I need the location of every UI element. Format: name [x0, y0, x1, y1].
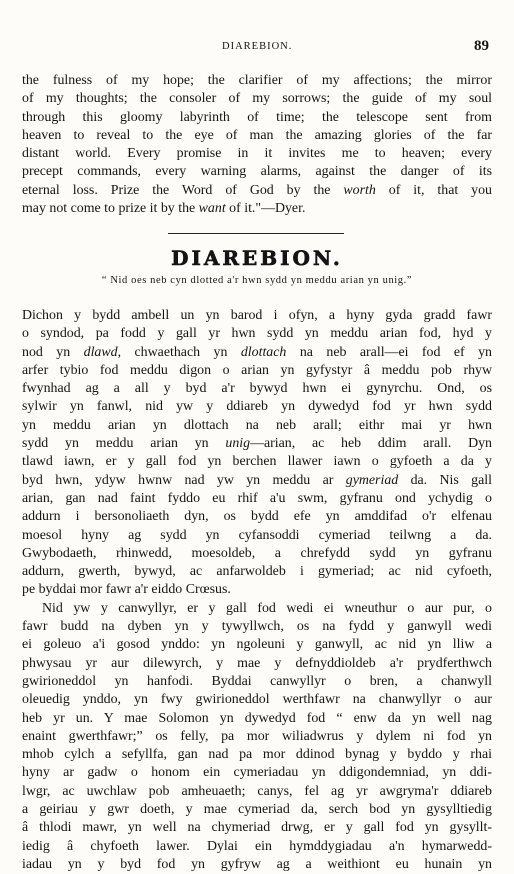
- text-run: dlottach: [240, 344, 287, 360]
- text-run: addurn, gwerth, bywyd, ac anfarwoldeb i gymeriad; ac nid cyfoeth,: [22, 564, 492, 580]
- text-run: heb yr un. Y mae Solomon yn dywedyd fod “ enw da yn well nag: [22, 710, 492, 726]
- text-run: da. Nis gall: [398, 472, 492, 488]
- text-run: Gwybodaeth, rhinwedd, moesoldeb, a chrefydd sydd yn gyfranu: [22, 545, 492, 561]
- text-run: tlawd iawn, er y gall fod yn berchen llawer iawn o gyfoeth a da y: [22, 454, 492, 470]
- text-run: nod yn: [22, 344, 84, 360]
- text-run: gymeriad: [345, 472, 399, 488]
- text-line: [22, 819, 492, 837]
- text-line: [22, 636, 492, 654]
- text-line: [22, 182, 492, 200]
- text-run: arian, gan nad faint fyddo eu rhif a'u swm, gyfranu ond ychydig o: [22, 490, 492, 506]
- text-run: Dichon y bydd ambell un yn barod i ofyn, a hyny gyda gradd fawr: [22, 308, 492, 323]
- text-line: [22, 563, 492, 581]
- text-line: [22, 545, 492, 563]
- text-run: through this gloomy labyrinth of time; the telescope sent from: [22, 109, 492, 125]
- text-line: [22, 472, 492, 490]
- text-run: unig: [225, 436, 251, 452]
- text-run: gwirioneddol yn hanfodi. Byddai canwyllyr o bren, a chanwyll: [22, 673, 492, 689]
- text-run: a geiriau y gwr doeth, y mae cymeriad da, serch bod yn gysylltiedig: [22, 802, 492, 818]
- section-divider-rule: [168, 233, 344, 234]
- text-run: ei goleuo a'i gosod ynddo: yn ngoleuni y ganwyll, ac nid yn lliw a: [22, 637, 492, 653]
- text-run: of it, that you: [375, 182, 492, 198]
- text-run: of my thoughts; the consoler of my sorrows; the guide of my soul: [22, 91, 492, 107]
- text-run: distant world. Every promise in it invites me to heaven; every: [22, 146, 492, 162]
- text-line: [22, 453, 492, 471]
- text-line: [22, 163, 492, 181]
- text-run: iedig â chyfoeth lawer. Dylai ein hymddygiadau a'n hymarwedd-: [22, 838, 492, 854]
- text-run: o syndod, pa fodd y gall yr hwn sydd yn meddu arian fod, hyd y: [22, 326, 492, 342]
- text-line: [22, 856, 492, 874]
- text-run: enaint gwerthfawr;” os felly, pa mor wiliadwrus y dylem ni fod yn: [22, 728, 492, 744]
- text-run: na neb arall—ei fod ef yn: [286, 344, 492, 360]
- text-line: [22, 380, 492, 398]
- text-run: dlawd: [83, 344, 118, 360]
- text-run: may not come to prize it by the: [22, 201, 199, 217]
- text-line: [22, 673, 492, 691]
- text-run: precept commands, every warning alarms, against the danger of its: [22, 164, 492, 180]
- text-line: [22, 307, 492, 325]
- text-run: eternal loss. Prize the Word of God by the: [22, 182, 344, 198]
- text-line: [22, 600, 492, 618]
- proverb-epigraph: “ Nid oes neb cyn dlotted a'r hwn sydd yn meddu arian yn unig.”: [101, 275, 413, 286]
- text-line: [22, 435, 492, 453]
- text-run: —arian, ac heb ddim arall. Dyn: [250, 436, 492, 452]
- text-run: pe byddai mor fawr a'r eiddo Crœsus.: [22, 582, 231, 598]
- text-line: [22, 527, 492, 545]
- text-run: want: [198, 201, 226, 217]
- running-head: [0, 38, 514, 57]
- text-run: iadau yn y byd fod yn gyfryw ag a weithiont eu hunain yn: [22, 856, 492, 872]
- text-line: [22, 581, 492, 599]
- text-line: [22, 746, 492, 764]
- text-line: [22, 109, 492, 127]
- text-line: [22, 728, 492, 746]
- paragraph-2: [22, 600, 492, 874]
- text-run: moesol hyny ag sydd yn cyfansoddi cymeriad teilwng a da.: [22, 527, 492, 543]
- closing-quotation: [22, 72, 492, 218]
- text-line: [22, 90, 492, 108]
- text-line: [22, 710, 492, 728]
- text-line: [22, 362, 492, 380]
- text-line: [22, 325, 492, 343]
- text-run: arfer tybio fod meddu digon o arian yn gyfystyr â meddu pob rhyw: [22, 362, 492, 378]
- text-line: [22, 145, 492, 163]
- paragraph-1: [22, 307, 492, 600]
- text-line: [22, 72, 492, 90]
- text-run: â thlodi mawr, yn well na chymeriad drwg, er y gall fod yn gysyllt-: [22, 820, 492, 836]
- text-line: [22, 801, 492, 819]
- text-line: [22, 490, 492, 508]
- text-run: addurn i bersonoliaeth dyn, os bydd efe yn amddifad o'r elfenau: [22, 509, 492, 525]
- text-line: [22, 398, 492, 416]
- text-run: oleuedig ynddo, yn fwy gwirioneddol werthfawr na chanwyllyr o aur: [22, 692, 492, 708]
- text-line: [22, 417, 492, 435]
- text-run: sylwir yn fanwl, nid yw y ddiareb yn dywedyd fod yr hwn sydd: [22, 399, 492, 415]
- text-line: [22, 838, 492, 856]
- text-line: [22, 508, 492, 526]
- text-run: hyny ar gadw o honom ein cymeriadau yn ddigondemniad, yn ddi-: [22, 765, 492, 781]
- text-run: worth: [343, 182, 376, 198]
- text-run: heaven to reveal to the eye of man the amazing glories of the far: [22, 127, 492, 143]
- text-run: fwynhad ag a all y byd a'r bywyd hwn ei gynyrchu. Ond, os: [22, 381, 492, 397]
- text-run: fawr budd na dyben yn y tywyllwch, os na fydd y ganwyll wedi: [22, 619, 492, 635]
- page-number: 89: [474, 38, 489, 54]
- text-line: [22, 783, 492, 801]
- text-run: lwgr, ac uwchlaw pob amheuaeth; canys, fel ag yr awgryma'r ddiareb: [22, 783, 492, 799]
- text-line: [22, 200, 492, 218]
- essay-body: [22, 307, 492, 874]
- text-run: , chwaethach yn: [117, 344, 241, 360]
- text-line: [22, 344, 492, 362]
- text-line: [22, 127, 492, 145]
- text-line: [22, 655, 492, 673]
- text-run: byd hwn, ydyw hwnw nad yw yn meddu ar: [22, 472, 346, 488]
- text-run: the fulness of my hope; the clarifier of my affections; the mirror: [22, 73, 492, 88]
- text-run: mhob cylch a sefyllfa, gan nad pa mor ddinod bynag y byddo y rhai: [22, 747, 492, 763]
- text-run: sydd yn meddu arian yn: [22, 436, 226, 452]
- text-run: yn meddu arian yn dlottach na neb arall; eithr mai yr hwn: [22, 417, 492, 433]
- text-run: Nid yw y canwyllyr, er y gall fod wedi ei wneuthur o aur pur, o: [42, 600, 492, 616]
- running-head-title: DIAREBION.: [222, 41, 293, 52]
- text-line: [22, 691, 492, 709]
- section-heading: DIAREBION.: [171, 246, 343, 270]
- text-run: phwysau yr aur dilewyrch, y mae y defnyddioldeb a'r prydferthwch: [22, 655, 492, 671]
- text-line: [22, 764, 492, 782]
- text-run: of it."—Dyer.: [225, 201, 306, 217]
- text-line: [22, 618, 492, 636]
